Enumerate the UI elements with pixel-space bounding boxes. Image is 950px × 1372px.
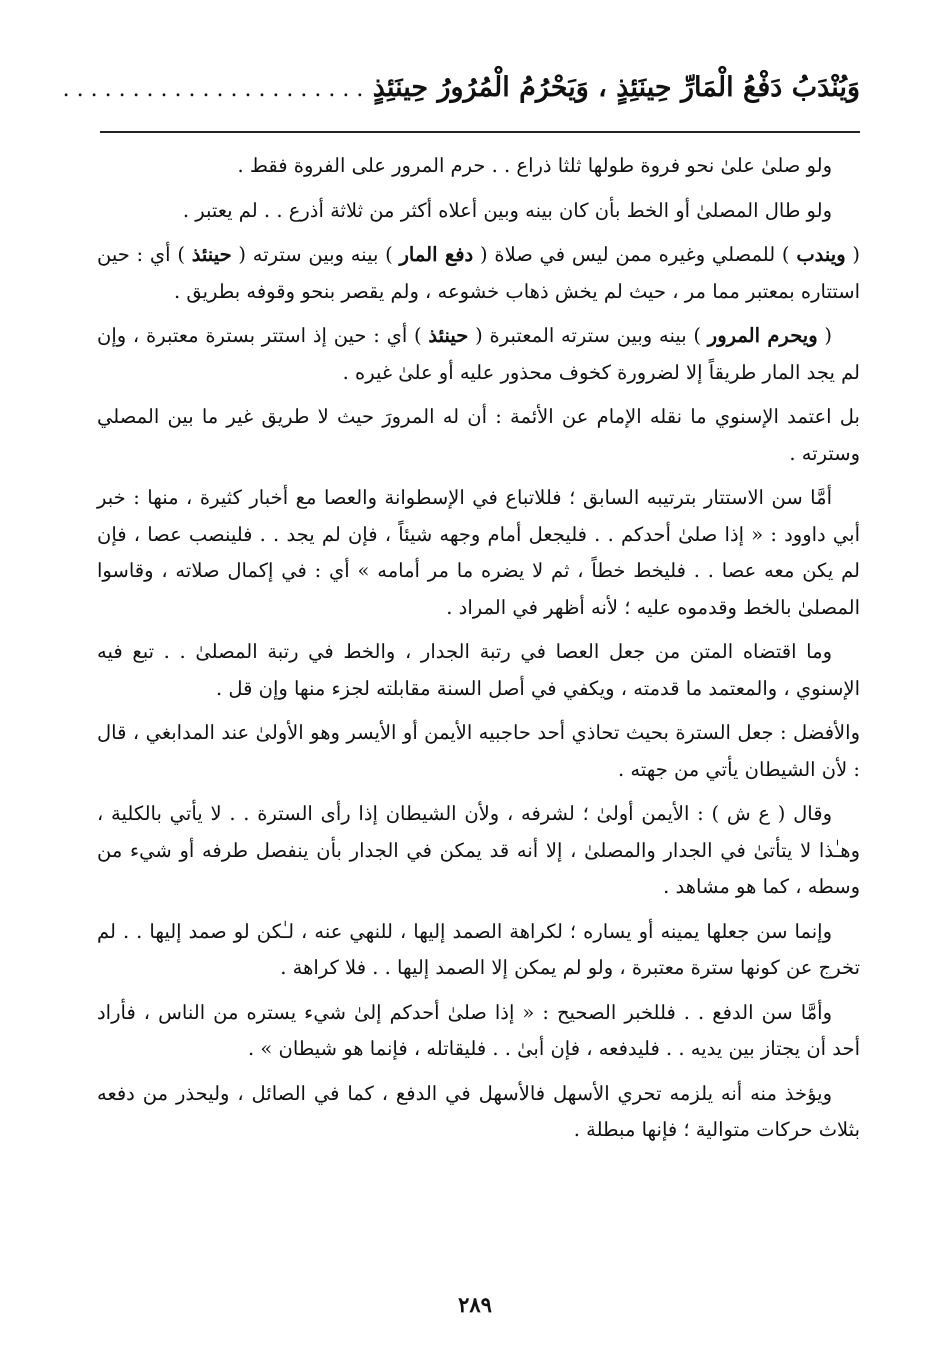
header-title: وَيُنْدَبُ دَفْعُ الْمَارِّ حِينَئِذٍ ، وَيَحْرُمُ الْمُرُورُ حِينَئِذٍ — [372, 72, 860, 103]
paragraph-11: وأمَّا سن الدفع . . فللخبر الصحيح : « إذا صلىٰ أحدكم إلىٰ شيء يستره من الناس ، فأراد أحد أن يجتاز بين يديه . . فليدفعه ، فإن أبىٰ . . فليقاتله ، فإنما هو شيطان » . — [97, 1000, 860, 1060]
paragraph-6: أمَّا سن الاستتار بترتيبه السابق ؛ فللاتباع في الإسطوانة والعصا مع أخبار كثيرة ، منها : خبر أبي داوود : « إذا صلىٰ أحدكم . . فليجعل أمام وجهه شيئاً ، فإن لم يجد . . فلينصب عصا ، فإن لم يكن معه عصا . . فليخط خطاً ، ثم لا يضره ما مر أمامه » أي : في إكمال صلاته ، وقاسوا المصلىٰ بالخط وقدموه عليه ؛ لأنه أظهر في المراد . — [97, 486, 860, 619]
text-segment: ( — [817, 324, 832, 347]
paragraph-4 — [97, 318, 860, 391]
text-segment: ) بينه وبين سترته ( — [231, 243, 400, 266]
header-rule — [100, 131, 860, 133]
matn-term: حينئذ — [191, 243, 232, 266]
matn-term: حينئذ — [428, 324, 469, 347]
paragraph-2: ولو طال المصلىٰ أو الخط بأن كان بينه وبين أعلاه أكثر من ثلاثة أذرع . . لم يعتبر . — [182, 198, 832, 222]
paragraph-1: ولو صلىٰ علىٰ نحو فروة طولها ثلثا ذراع . . حرم المرور على الفروة فقط . — [237, 154, 832, 177]
matn-term: ويحرم المرور — [707, 324, 818, 347]
text-segment: ( — [845, 243, 861, 266]
running-header — [62, 60, 860, 116]
paragraph-3 — [97, 237, 860, 310]
paragraph-5: بل اعتمد الإسنوي ما نقله الإمام عن الأئمة : أن له المرورَ حيث لا طريق غير ما بين المصلي وسترته . — [97, 405, 860, 465]
matn-term: ويندب — [796, 243, 846, 266]
paragraph-7: وما اقتضاه المتن من جعل العصا في رتبة الجدار ، والخط في رتبة المصلىٰ . . تبع فيه الإسنوي ، والمعتمد ما قدمته ، ويكفي في أصل السنة مقابلته لجزء منها وإن قل . — [97, 640, 860, 700]
page-number: ٢٨٩ — [458, 1292, 492, 1317]
text-segment: ) بينه وبين سترته المعتبرة ( — [468, 324, 708, 347]
text-segment: ) أي : حين استتاره بمعتبر مما مر ، حيث لم يخش ذهاب خشوعه ، ولم يقصر بنحو وقوفه بطريق . — [97, 243, 860, 303]
paragraph-12: ويؤخذ منه أنه يلزمه تحري الأسهل فالأسهل في الدفع ، كما في الصائل ، وليحذر من دفعه بثلاث حركات متوالية ؛ فإنها مبطلة . — [97, 1081, 860, 1141]
paragraph-9: وقال ( ع ش ) : الأيمن أولىٰ ؛ لشرفه ، ولأن الشيطان إذا رأى السترة . . لا يأتي بالكلية ، وهـٰذا لا يتأتىٰ في الجدار والمصلىٰ ، إلا أنه قد يمكن في الجدار بأن ينفصل طرفه أو شيء من وسطه ، كما هو مشاهد . — [97, 802, 860, 898]
paragraph-10: وإنما سن جعلها يمينه أو يساره ؛ لكراهة الصمد إليها ، للنهي عنه ، لـٰكن لو صمد إليها . . لم تخرج عن كونها سترة معتبرة ، ولو لم يمكن إلا الصمد إليها . . فلا كراهة . — [97, 919, 860, 979]
text-segment: ) للمصلي وغيره ممن ليس في صلاة ( — [473, 243, 797, 266]
matn-term: دفع المار — [399, 243, 474, 266]
header-dots: . . . . . . . . . . . . . . . . . . . . . . — [62, 77, 364, 102]
page-body — [97, 148, 860, 1157]
paragraph-8: والأفضل : جعل السترة بحيث تحاذي أحد حاجبيه الأيمن أو الأيسر وهو الأولىٰ عند المدابغي ، قال : لأن الشيطان يأتي من جهته . — [97, 721, 860, 781]
text-segment: ) أي : حين إذ استتر بسترة معتبرة ، وإن لم يجد المار طريقاً إلا لضرورة كخوف محذور عليه أو علىٰ غيره . — [97, 324, 860, 384]
